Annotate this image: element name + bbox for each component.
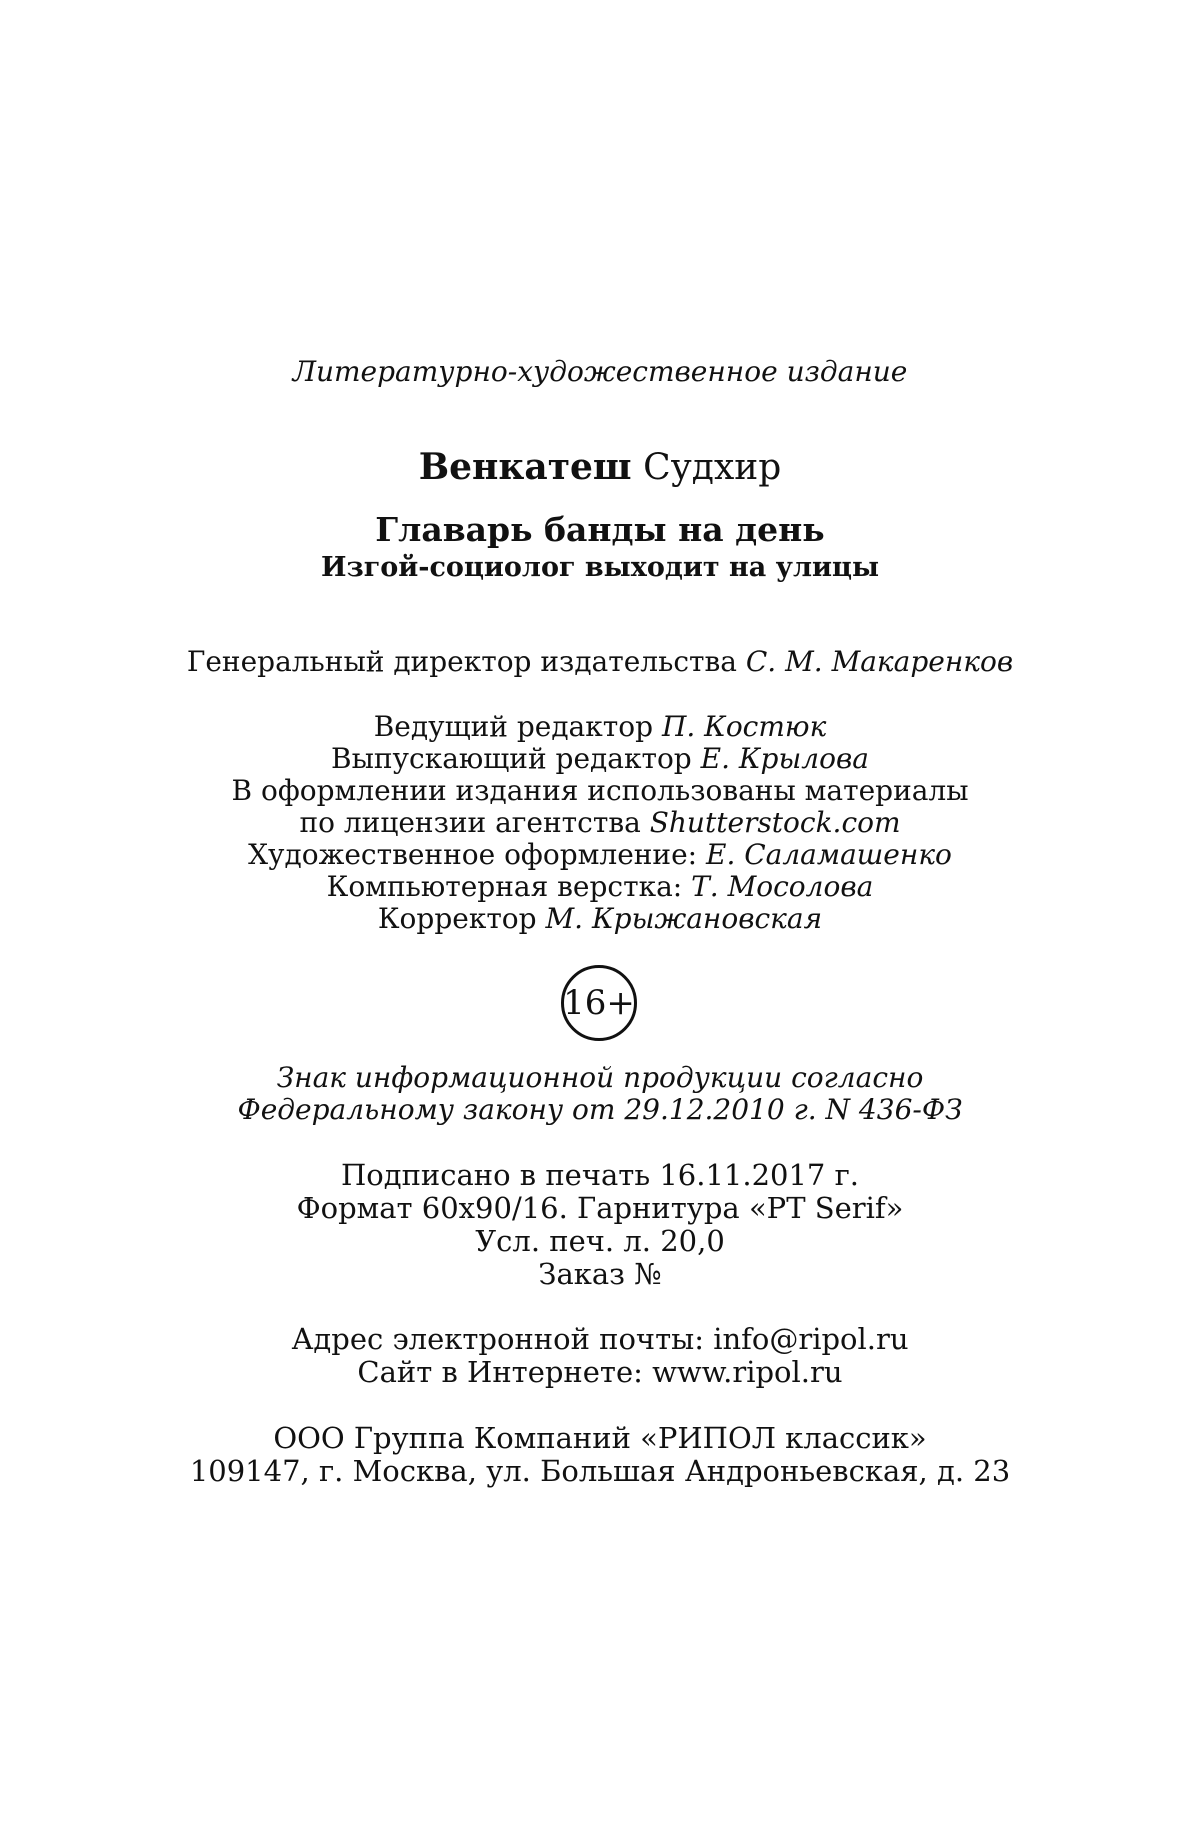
age-rating-badge: 16+ bbox=[561, 965, 637, 1041]
age-notice-line: Знак информационной продукции согласно bbox=[276, 1061, 924, 1094]
publisher-address: 109147, г. Москва, ул. Большая Андроньевская, д. 23 bbox=[189, 1454, 1011, 1488]
print-info-line: Усл. печ. л. 20,0 bbox=[475, 1224, 725, 1258]
credit-role: Художественное оформление: bbox=[248, 838, 698, 871]
author-surname: Венкатеш bbox=[418, 446, 632, 488]
credit-name: П. Костюк bbox=[661, 710, 827, 743]
credit-name: М. Крыжановская bbox=[545, 902, 823, 935]
credit-name: Т. Мосолова bbox=[691, 870, 874, 903]
credit-line bbox=[0, 871, 1200, 903]
credit-line bbox=[0, 839, 1200, 871]
credit-line bbox=[0, 775, 1200, 807]
credit-line bbox=[0, 903, 1200, 935]
print-info-line: Формат 60x90/16. Гарнитура «PT Serif» bbox=[296, 1191, 904, 1225]
age-notice-line: Федеральному закону от 29.12.2010 г. N 436-ФЗ bbox=[237, 1093, 963, 1126]
book-subtitle: Изгой-социолог выходит на улицы bbox=[320, 552, 880, 583]
contact-website: Сайт в Интернете: www.ripol.ru bbox=[357, 1355, 843, 1389]
credit-line bbox=[0, 711, 1200, 743]
print-info-line: Подписано в печать 16.11.2017 г. bbox=[340, 1158, 860, 1192]
credit-name: Shutterstock.com bbox=[649, 806, 901, 839]
author-given-name: Судхир bbox=[643, 447, 782, 488]
contact-email: Адрес электронной почты: info@ripol.ru bbox=[291, 1322, 909, 1356]
edition-type: Литературно-художественное издание bbox=[292, 355, 908, 388]
credit-role: Ведущий редактор bbox=[373, 710, 654, 743]
credit-role: Корректор bbox=[377, 902, 537, 935]
credit-name: Е. Саламашенко bbox=[706, 838, 952, 871]
director-name: С. М. Макаренков bbox=[745, 645, 1014, 678]
credit-line bbox=[0, 743, 1200, 775]
credit-name: Е. Крылова bbox=[700, 742, 869, 775]
publisher-name: ООО Группа Компаний «РИПОЛ классик» bbox=[273, 1421, 927, 1455]
credit-line bbox=[0, 807, 1200, 839]
credit-role: Компьютерная верстка: bbox=[326, 870, 683, 903]
book-title: Главарь банды на день bbox=[375, 510, 825, 549]
credit-role: В оформлении издания использованы материалы bbox=[231, 774, 969, 807]
credit-role: Выпускающий редактор bbox=[331, 742, 692, 775]
print-info-line: Заказ № bbox=[538, 1257, 662, 1291]
credit-role: по лицензии агентства bbox=[299, 806, 641, 839]
director-line bbox=[0, 646, 1200, 678]
director-role: Генеральный директор издательства bbox=[186, 645, 737, 678]
author-name bbox=[0, 446, 1200, 489]
